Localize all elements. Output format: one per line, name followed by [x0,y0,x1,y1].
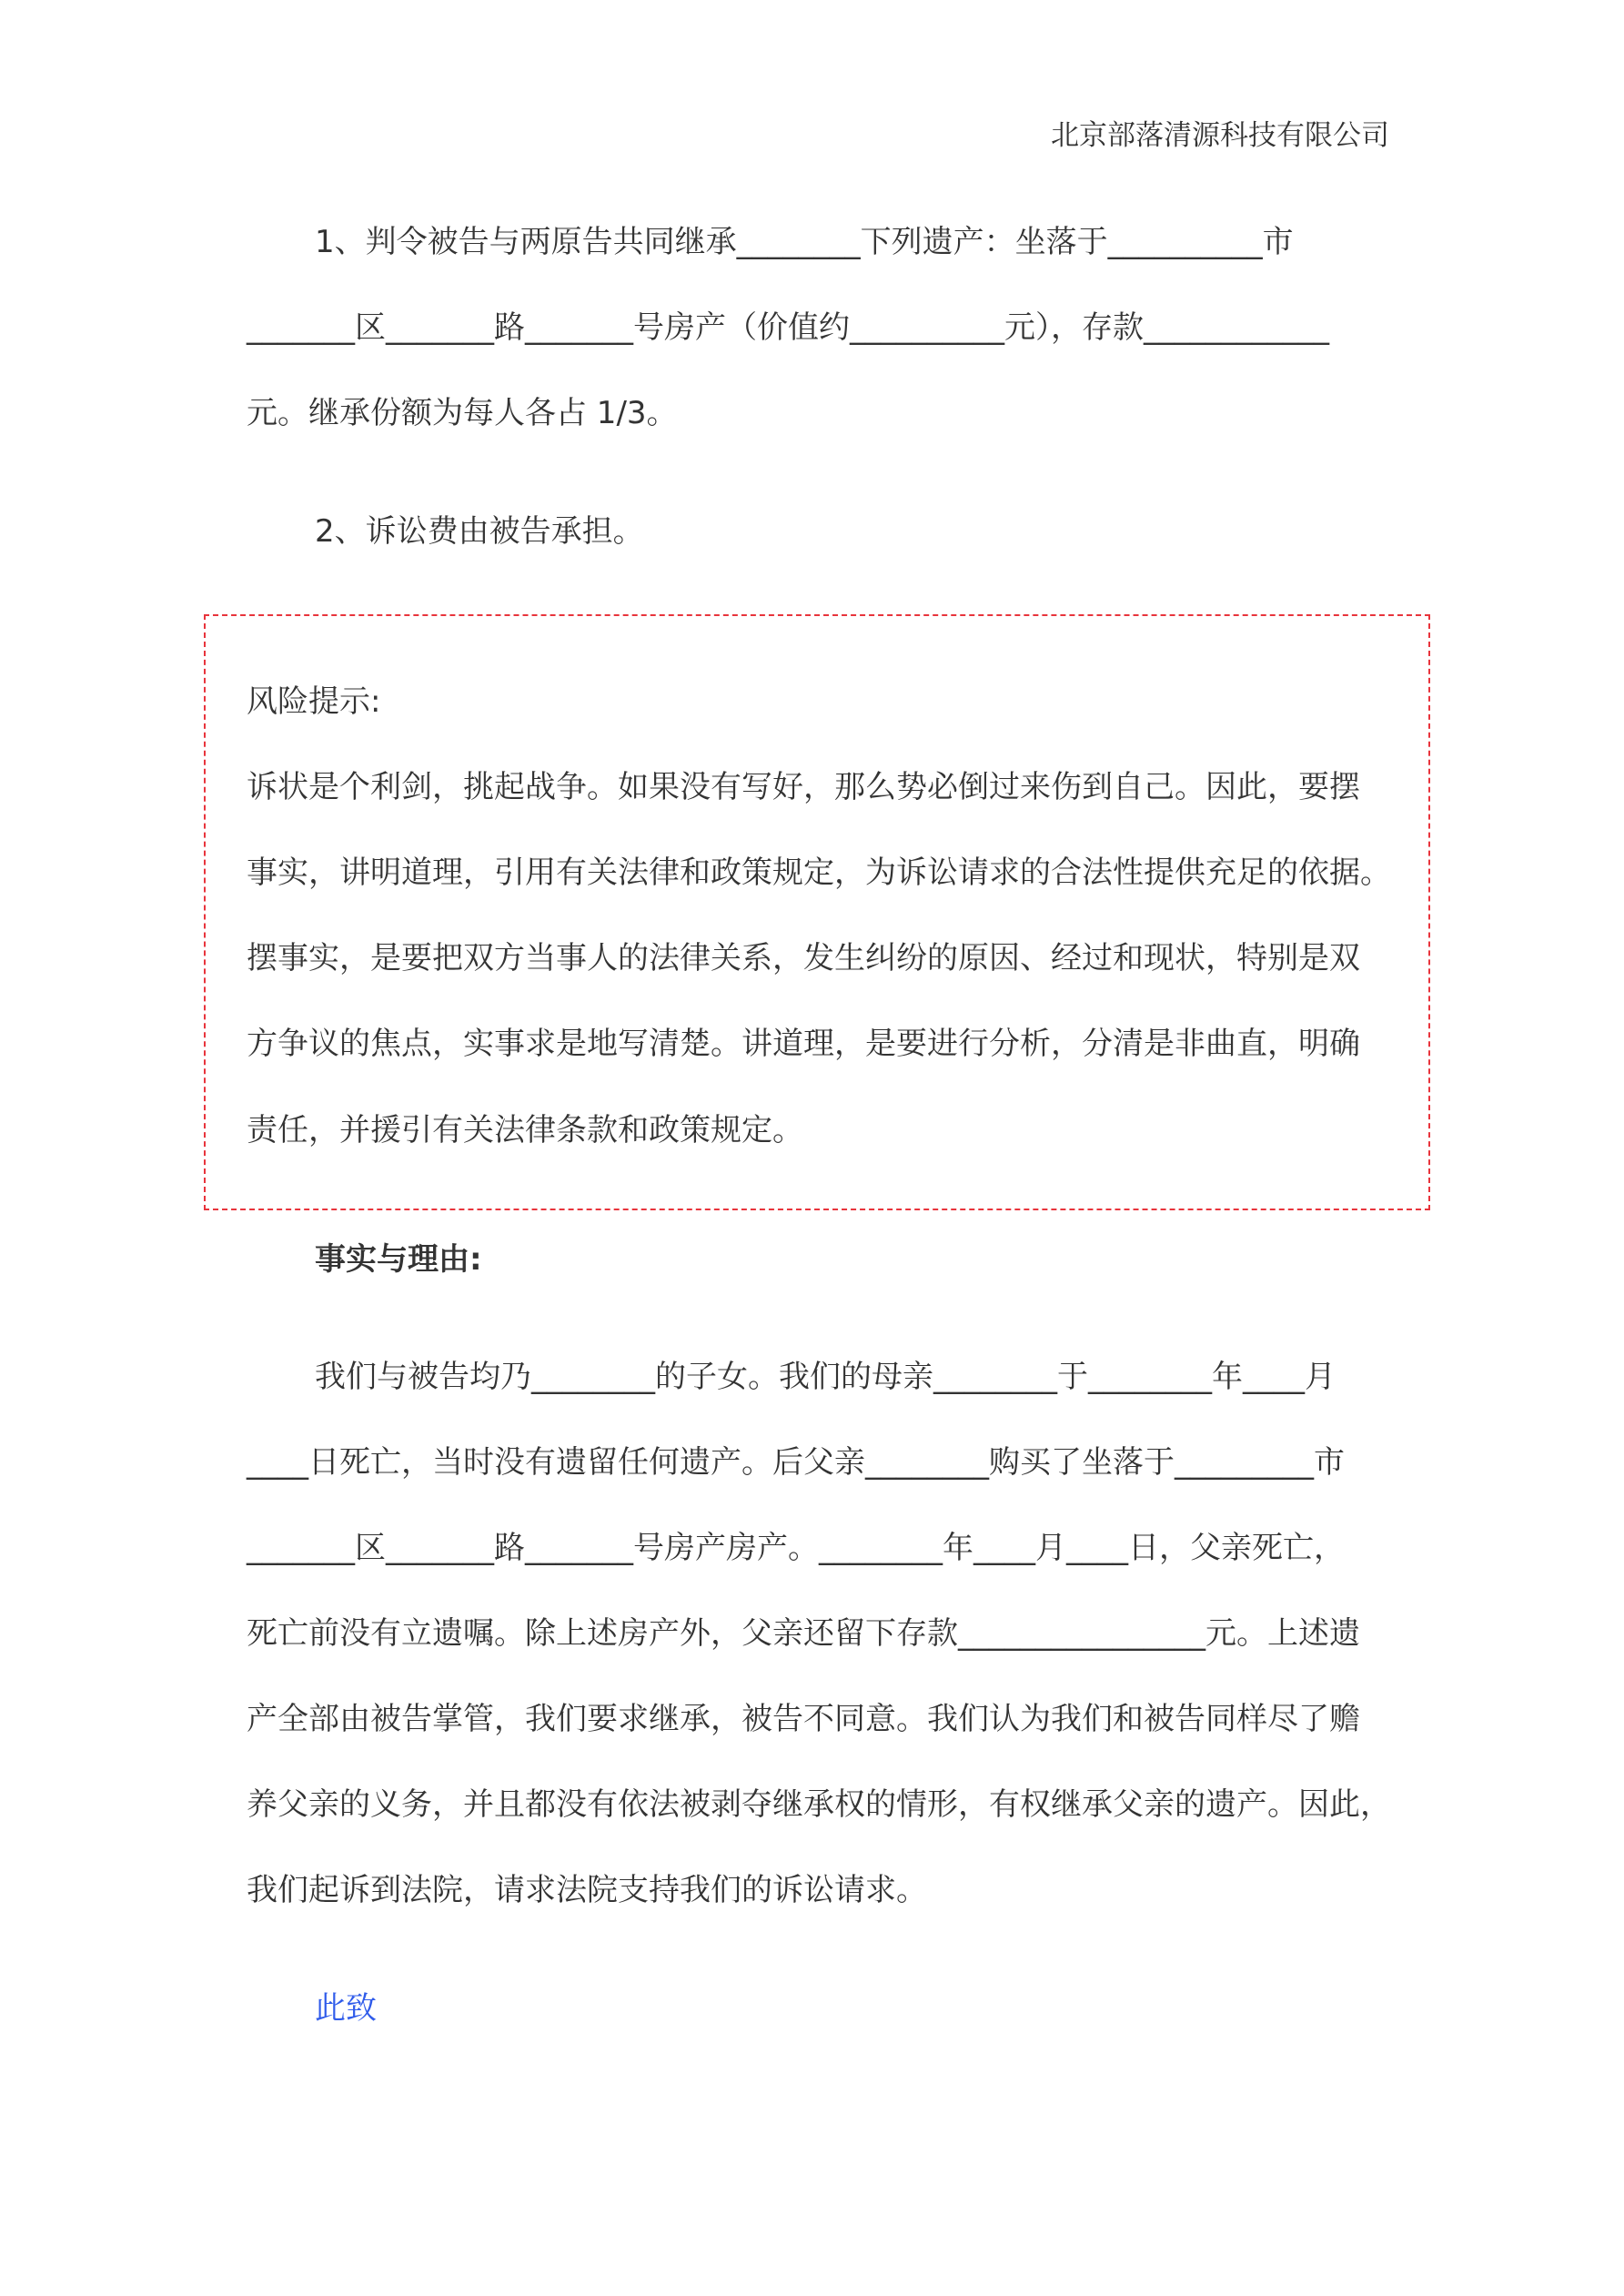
facts-line: 产全部由被告掌管，我们要求继承，被告不同意。我们认为我们和被告同样尽了赡 [247,1701,1360,1737]
risk-notice-title: 风险提示: [247,683,381,720]
risk-notice-line: 摆事实，是要把双方当事人的法律关系，发生纠纷的原因、经过和现状，特别是双 [247,940,1360,976]
facts-line: _______区_______路_______号房产房产。________年____月____日，父亲死亡， [247,1530,1345,1566]
facts-line: 我们与被告均乃________的子女。我们的母亲________于________年____月 [315,1359,1336,1395]
claim-1-line-2: _______区_______路_______号房产（价值约__________元），存款____________ [247,309,1329,346]
facts-line: ____日死亡，当时没有遗留任何遗产。后父亲________购买了坐落于_________市 [247,1444,1345,1481]
claim-1-line-1: 1、判令被告与两原告共同继承________下列遗产：坐落于__________市 [315,224,1294,260]
risk-notice-line: 事实，讲明道理，引用有关法律和政策规定，为诉讼请求的合法性提供充足的依据。 [247,855,1391,891]
closing-link[interactable]: 此致 [315,1990,377,2027]
risk-notice-line: 责任，并援引有关法律条款和政策规定。 [247,1112,803,1148]
facts-line: 养父亲的义务，并且都没有依法被剥夺继承权的情形，有权继承父亲的遗产。因此， [247,1786,1391,1823]
claim-2: 2、诉讼费由被告承担。 [315,513,644,550]
facts-line: 我们起诉到法院，请求法院支持我们的诉讼请求。 [247,1872,927,1908]
company-header: 北京部落清源科技有限公司 [1051,119,1389,152]
facts-line: 死亡前没有立遗嘱。除上述房产外，父亲还留下存款________________元。上述遗 [247,1615,1360,1652]
risk-notice-line: 方争议的焦点，实事求是地写清楚。讲道理，是要进行分析，分清是非曲直，明确 [247,1026,1360,1062]
risk-notice-line: 诉状是个利剑，挑起战争。如果没有写好，那么势必倒过来伤到自己。因此，要摆 [247,769,1360,805]
facts-heading: 事实与理由: [315,1241,482,1278]
claim-1-line-3: 元。继承份额为每人各占 1/3。 [247,395,678,431]
